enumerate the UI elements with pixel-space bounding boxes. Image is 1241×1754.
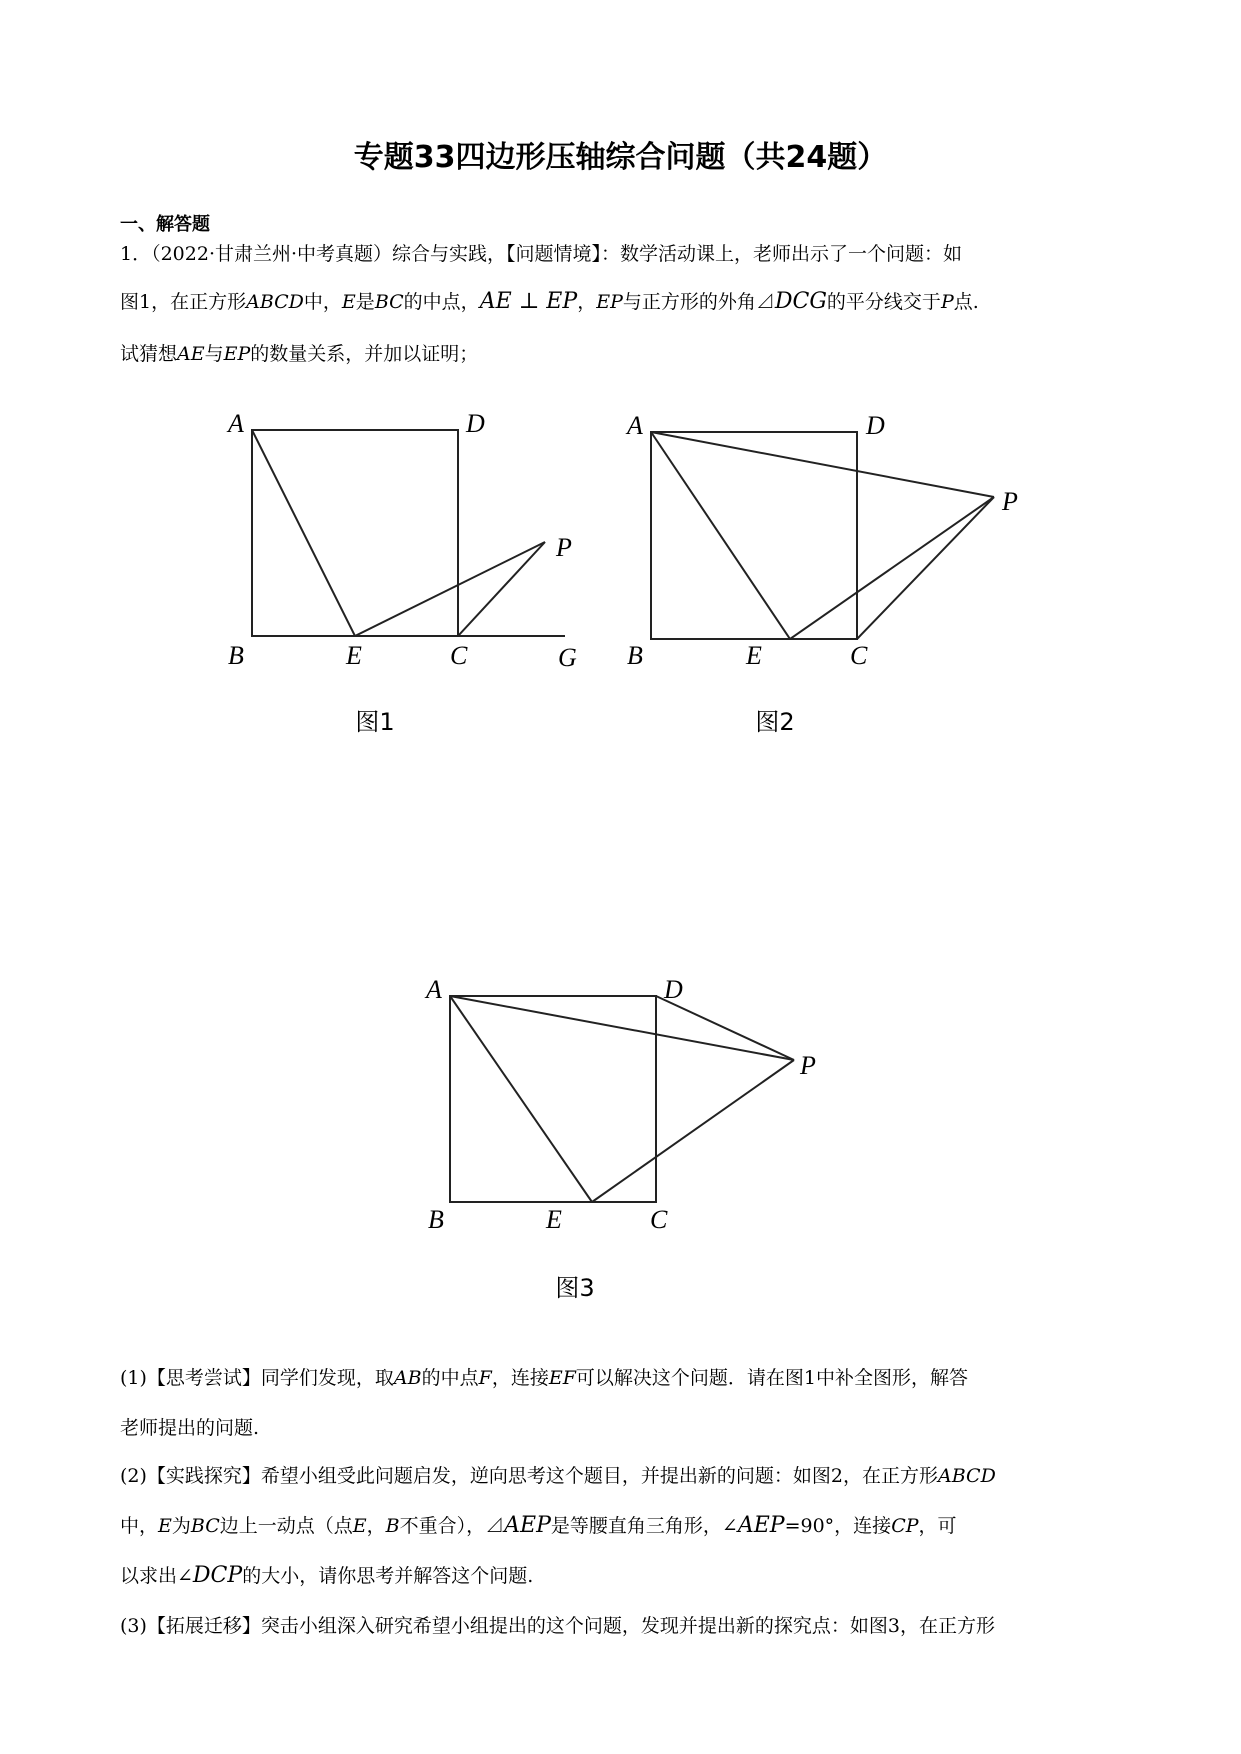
math: P (940, 291, 954, 313)
fig1-segment-ae (252, 430, 355, 636)
text: 是等腰直角三角形，∠ (550, 1515, 738, 1537)
fig3-label-d: D (664, 975, 683, 1004)
fig3-label-e: E (546, 1205, 562, 1234)
text: 不重合），⊿ (399, 1515, 505, 1537)
text: ， (577, 291, 597, 313)
math: ABCD (938, 1465, 996, 1487)
fig2-label-c: C (850, 641, 868, 670)
fig1-caption: 图1 (355, 708, 395, 736)
fig2-caption: 图2 (755, 708, 795, 736)
math: E (158, 1515, 172, 1537)
p1-line-2 (120, 1414, 1130, 1442)
text: 边上一动点（点 (219, 1515, 353, 1537)
text: (3)【拓展迁移】突击小组深入研究希望小组提出的这个问题，发现并提出新的探究点：如图3，在正方形 (120, 1615, 996, 1637)
p2-line-2 (120, 1512, 1130, 1540)
text: ，连接 (491, 1367, 549, 1389)
fig3-segment-dp (656, 996, 794, 1060)
math: DCG (774, 289, 827, 314)
fig1-label-b: B (228, 641, 244, 670)
math: AB (393, 1367, 422, 1389)
fig2-label-a: A (627, 411, 643, 440)
text: 的中点 (421, 1367, 479, 1389)
p2-line-1 (120, 1462, 1130, 1490)
fig1-label-e: E (346, 641, 362, 670)
fig2-square (651, 432, 857, 639)
math: AEP (737, 1513, 785, 1538)
text: ， (366, 1515, 386, 1537)
fig1-label-c: C (450, 641, 468, 670)
fig3-square (450, 996, 656, 1202)
fig3-segment-ae (450, 996, 592, 1202)
fig1-label-g: G (558, 643, 577, 672)
math: EP (223, 343, 251, 365)
fig3-label-b: B (428, 1205, 444, 1234)
fig2-label-e: E (746, 641, 762, 670)
fig2-label-p: P (1002, 487, 1018, 516)
fig3-segment-ap (450, 996, 794, 1060)
fig3-caption: 图3 (555, 1274, 595, 1302)
math: ABCD (246, 291, 304, 313)
fig2-segment-cp (857, 497, 994, 639)
math: EP (596, 291, 623, 313)
text: (1)【思考尝试】同学们发现，取 (120, 1367, 394, 1389)
fig2-segment-ae (651, 432, 790, 639)
text: 试猜想 (120, 343, 178, 365)
q1-text: 1．（2022·甘肃兰州·中考真题）综合与实践，【问题情境】：数学活动课上，老师出示了一个问题：如 (120, 243, 963, 265)
fig1-square (252, 430, 458, 636)
text: 的中点， (403, 291, 480, 313)
text: ，可 (918, 1515, 957, 1537)
text: 的数量关系，并加以证明； (250, 343, 479, 365)
math: B (385, 1515, 400, 1537)
text: 与正方形的外角⊿ (622, 291, 775, 313)
text: 为 (171, 1515, 191, 1537)
text: 图1，在正方形 (120, 291, 247, 313)
fig1-segment-cp (458, 542, 545, 636)
section-heading: 一、解答题 (120, 214, 210, 235)
math: E (341, 291, 356, 313)
fig3-segment-ep (592, 1060, 794, 1202)
text: (2)【实践探究】希望小组受此问题启发，逆向思考这个题目，并提出新的问题：如图2，在正方形 (120, 1465, 939, 1487)
fig3-label-p: P (800, 1051, 816, 1080)
text: =90°，连接 (784, 1515, 892, 1537)
p1-line-1 (120, 1364, 1130, 1392)
math: DCP (192, 1563, 243, 1588)
text: 以求出∠ (120, 1565, 193, 1587)
math: AE (177, 343, 205, 365)
text: 可以解决这个问题．请在图1中补全图形，解答 (575, 1367, 968, 1389)
fig3-label-a: A (426, 975, 442, 1004)
fig2-label-d: D (866, 411, 885, 440)
math: E (352, 1515, 367, 1537)
math: AE ⊥ EP (479, 289, 578, 314)
text: 中， (120, 1515, 159, 1537)
text: 点. (953, 291, 979, 313)
p2-line-3 (120, 1562, 1130, 1590)
fig2-segment-ap (651, 432, 994, 497)
fig3-label-c: C (650, 1205, 668, 1234)
fig1-label-a: A (228, 409, 244, 438)
text: 的大小，请你思考并解答这个问题. (242, 1565, 534, 1587)
math: AEP (504, 1513, 551, 1538)
text: 是 (355, 291, 375, 313)
fig2-label-b: B (627, 641, 643, 670)
fig1-label-p: P (556, 533, 572, 562)
text: 与 (204, 343, 224, 365)
text: 中， (303, 291, 342, 313)
math: BC (374, 291, 404, 313)
text: 老师提出的问题. (120, 1417, 260, 1439)
page-title: 专题33四边形压轴综合问题（共24题） (353, 140, 888, 175)
p3-line-1 (120, 1612, 1130, 1640)
fig1-segment-ep (355, 542, 545, 636)
fig1-label-d: D (466, 409, 485, 438)
math: BC (190, 1515, 220, 1537)
math: CP (891, 1515, 919, 1537)
text: 的平分线交于 (826, 291, 941, 313)
fig2-segment-ep (790, 497, 994, 639)
math: F (478, 1367, 492, 1389)
math: EF (548, 1367, 576, 1389)
